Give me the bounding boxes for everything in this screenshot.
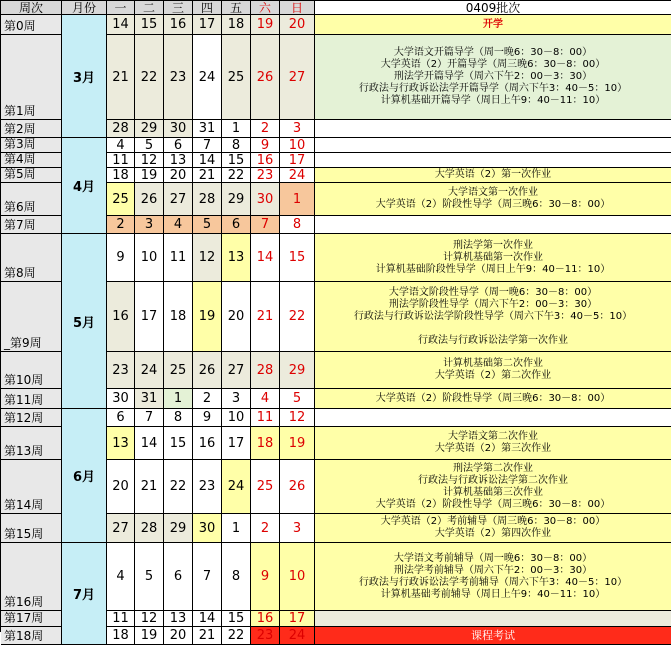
schedule-note (315, 427, 671, 460)
day-cell: 18 (107, 168, 135, 183)
day-cell: 9 (251, 138, 280, 153)
day-cell: 17 (135, 282, 164, 352)
day-cell: 24 (135, 352, 164, 389)
note-line: 大学英语（2）阶段性导学（周三晚6：30－8：00） (375, 498, 611, 510)
day-cell: 10 (222, 409, 251, 427)
note-line: 计算机基础第三次作业 (443, 486, 543, 498)
day-cell: 19 (193, 282, 222, 352)
day-cell: 1 (164, 389, 193, 409)
day-cell: 7 (193, 543, 222, 611)
day-cell: 17 (222, 427, 251, 460)
note-line: 课程考试 (471, 628, 515, 642)
day-cell: 15 (135, 15, 164, 35)
day-cell: 15 (222, 153, 251, 168)
week-label: _第9周 (1, 282, 62, 352)
note-line: 刑法学开篇导学（周六下午2：00－3：30） (393, 71, 593, 82)
month-cell: 6月 (62, 409, 107, 543)
day-cell: 20 (280, 15, 315, 35)
header-day-4: 四 (193, 1, 222, 15)
schedule-note (315, 168, 671, 183)
day-cell: 2 (193, 389, 222, 409)
day-cell: 18 (107, 627, 135, 645)
day-cell: 3 (280, 514, 315, 543)
day-cell: 8 (164, 409, 193, 427)
day-cell: 2 (107, 216, 135, 234)
note-line: 大学英语（2）阶段性导学（周三晚6：30－8：00） (375, 392, 611, 404)
day-cell: 31 (193, 120, 222, 138)
day-cell: 6 (164, 543, 193, 611)
day-cell: 5 (135, 543, 164, 611)
day-cell: 12 (193, 234, 222, 282)
schedule-note (315, 282, 671, 352)
day-cell: 14 (193, 611, 222, 627)
day-cell: 16 (107, 282, 135, 352)
week-label: 第3周 (1, 138, 62, 153)
day-cell: 30 (251, 183, 280, 216)
day-cell: 29 (135, 120, 164, 138)
note-line: 行政法与行政诉讼法学阶段性导学（周六下午3：40－5：10） (353, 310, 633, 322)
day-cell: 26 (193, 352, 222, 389)
day-cell: 11 (107, 611, 135, 627)
day-cell: 24 (280, 627, 315, 645)
week-label: 第17周 (1, 611, 62, 627)
note-line: 计算机基础开篇导学（周日上午9：40－11：10） (380, 95, 606, 106)
day-cell: 4 (107, 138, 135, 153)
day-cell: 26 (280, 460, 315, 514)
day-cell: 20 (222, 282, 251, 352)
schedule-note (315, 183, 671, 216)
header-day-2: 二 (135, 1, 164, 15)
day-cell: 29 (280, 352, 315, 389)
day-cell: 2 (251, 514, 280, 543)
day-cell: 28 (107, 120, 135, 138)
day-cell: 13 (164, 153, 193, 168)
day-cell: 15 (164, 427, 193, 460)
week-label: 第5周 (1, 168, 62, 183)
day-cell: 7 (135, 409, 164, 427)
day-cell: 1 (222, 514, 251, 543)
month-cell: 7月 (62, 543, 107, 645)
day-cell: 3 (222, 389, 251, 409)
day-cell: 13 (107, 427, 135, 460)
note-line: 计算机基础考前辅导（周日上午9：40－11：10） (380, 588, 606, 600)
week-label: 第10周 (1, 352, 62, 389)
header-month: 月份 (62, 1, 107, 15)
day-cell: 22 (280, 282, 315, 352)
day-cell: 16 (164, 15, 193, 35)
note-line: 大学英语（2）阶段性导学（周三晚6：30－8：00） (375, 199, 611, 210)
day-cell: 28 (251, 352, 280, 389)
note-line: 大学语文第一次作业 (448, 187, 538, 198)
day-cell: 6 (222, 216, 251, 234)
day-cell: 21 (193, 168, 222, 183)
day-cell: 4 (164, 216, 193, 234)
day-cell: 19 (135, 627, 164, 645)
week-label: 第13周 (1, 427, 62, 460)
day-cell: 26 (135, 183, 164, 216)
day-cell: 10 (280, 543, 315, 611)
day-cell: 16 (251, 611, 280, 627)
schedule-note (315, 120, 671, 138)
note-line: 计算机基础第一次作业 (443, 251, 543, 263)
note-line: 开学 (483, 18, 503, 30)
day-cell: 2 (251, 120, 280, 138)
day-cell: 24 (222, 460, 251, 514)
day-cell: 15 (280, 234, 315, 282)
day-cell: 17 (280, 153, 315, 168)
day-cell: 22 (222, 627, 251, 645)
day-cell: 11 (251, 409, 280, 427)
day-cell: 15 (222, 611, 251, 627)
day-cell: 23 (107, 352, 135, 389)
day-cell: 17 (280, 611, 315, 627)
day-cell: 21 (135, 460, 164, 514)
day-cell: 21 (193, 627, 222, 645)
day-cell: 5 (280, 389, 315, 409)
note-line: 行政法与行政诉讼法学开篇导学（周六下午3：40－5：10） (358, 83, 628, 94)
note-line: 大学语文第二次作业 (448, 431, 538, 442)
day-cell: 14 (251, 234, 280, 282)
week-label: 第0周 (1, 15, 62, 35)
note-line: 计算机基础第二次作业 (443, 358, 543, 369)
day-cell: 7 (251, 216, 280, 234)
day-cell: 22 (164, 460, 193, 514)
day-cell: 18 (251, 427, 280, 460)
day-cell: 12 (135, 153, 164, 168)
header-week: 周次 (1, 1, 62, 15)
day-cell: 24 (280, 168, 315, 183)
day-cell: 24 (193, 35, 222, 120)
day-cell: 18 (222, 15, 251, 35)
day-cell: 11 (164, 234, 193, 282)
day-cell: 5 (193, 216, 222, 234)
day-cell: 29 (222, 183, 251, 216)
note-line: 刑法学第一次作业 (453, 239, 533, 251)
day-cell: 16 (251, 153, 280, 168)
day-cell: 23 (251, 627, 280, 645)
day-cell: 25 (222, 35, 251, 120)
note-line: 刑法学阶段性导学（周六下午2：00－3：30） (388, 298, 598, 310)
day-cell: 3 (280, 120, 315, 138)
day-cell: 6 (107, 409, 135, 427)
schedule-note (315, 543, 671, 611)
week-label: 第2周 (1, 120, 62, 138)
schedule-note (315, 35, 671, 120)
day-cell: 23 (164, 35, 193, 120)
schedule-note (315, 627, 671, 645)
day-cell: 20 (164, 168, 193, 183)
note-line: 大学语文阶段性导学（周一晚6：30－8：00） (388, 286, 598, 298)
day-cell: 27 (280, 35, 315, 120)
month-cell: 4月 (62, 138, 107, 234)
schedule-note (315, 460, 671, 514)
day-cell: 10 (280, 138, 315, 153)
month-cell: 5月 (62, 234, 107, 409)
day-cell: 8 (280, 216, 315, 234)
note-line: 大学英语（2）第二次作业 (434, 370, 552, 381)
schedule-note (315, 234, 671, 282)
day-cell: 9 (193, 409, 222, 427)
note-line: 大学英语（2）考前辅导（周三晚6：30－8：00） (380, 516, 606, 527)
day-cell: 29 (164, 514, 193, 543)
note-line: 大学英语（2）开篇导学（周三晚6：30－8：00） (380, 59, 606, 70)
header-day-7: 日 (280, 1, 315, 15)
day-cell: 9 (251, 543, 280, 611)
note-line: 刑法学考前辅导（周六下午2：00－3：30） (393, 564, 593, 576)
day-cell: 8 (222, 138, 251, 153)
note-line: 大学英语（2）第四次作业 (434, 528, 552, 539)
header-day-6: 六 (251, 1, 280, 15)
week-label: 第1周 (1, 35, 62, 120)
day-cell: 30 (107, 389, 135, 409)
day-cell: 14 (107, 15, 135, 35)
day-cell: 5 (135, 138, 164, 153)
day-cell: 19 (280, 427, 315, 460)
day-cell: 11 (107, 153, 135, 168)
day-cell: 16 (193, 427, 222, 460)
day-cell: 27 (107, 514, 135, 543)
day-cell: 6 (164, 138, 193, 153)
schedule-note (315, 216, 671, 234)
day-cell: 13 (222, 234, 251, 282)
day-cell: 28 (193, 183, 222, 216)
day-cell: 14 (193, 153, 222, 168)
schedule-note (315, 352, 671, 389)
week-label: 第12周 (1, 409, 62, 427)
week-label: 第15周 (1, 514, 62, 543)
day-cell: 20 (107, 460, 135, 514)
schedule-note (315, 409, 671, 427)
day-cell: 17 (193, 15, 222, 35)
schedule-note (315, 389, 671, 409)
day-cell: 21 (251, 282, 280, 352)
note-line: 刑法学第二次作业 (453, 462, 533, 474)
day-cell: 4 (107, 543, 135, 611)
day-cell: 12 (135, 611, 164, 627)
day-cell: 23 (193, 460, 222, 514)
day-cell: 25 (251, 460, 280, 514)
day-cell: 1 (280, 183, 315, 216)
day-cell: 27 (222, 352, 251, 389)
day-cell: 13 (164, 611, 193, 627)
note-line: 行政法与行政诉讼法学第一次作业 (418, 334, 568, 346)
day-cell: 30 (193, 514, 222, 543)
note-line: 大学英语（2）第三次作业 (434, 443, 552, 454)
day-cell: 1 (222, 120, 251, 138)
week-label: 第7周 (1, 216, 62, 234)
note-line: 大学语文开篇导学（周一晚6：30－8：00） (393, 47, 593, 58)
day-cell: 10 (135, 234, 164, 282)
week-label: 第8周 (1, 234, 62, 282)
day-cell: 7 (193, 138, 222, 153)
day-cell: 14 (135, 427, 164, 460)
schedule-note (315, 514, 671, 543)
note-line: 大学英语（2）第一次作业 (434, 169, 552, 180)
schedule-note (315, 153, 671, 168)
day-cell: 21 (107, 35, 135, 120)
day-cell: 9 (107, 234, 135, 282)
schedule-note (315, 15, 671, 35)
day-cell: 23 (251, 168, 280, 183)
header-batch: 0409批次 (315, 1, 671, 15)
schedule-note (315, 611, 671, 627)
day-cell: 27 (164, 183, 193, 216)
week-label: 第4周 (1, 153, 62, 168)
day-cell: 31 (135, 389, 164, 409)
header-day-5: 五 (222, 1, 251, 15)
week-label: 第6周 (1, 183, 62, 216)
day-cell: 8 (222, 543, 251, 611)
week-label: 第18周 (1, 627, 62, 645)
note-line: 行政法与行政诉讼法学考前辅导（周六下午3：40－5：10） (358, 576, 628, 588)
note-line: 行政法与行政诉讼法学第二次作业 (418, 474, 568, 486)
day-cell: 12 (280, 409, 315, 427)
day-cell: 20 (164, 627, 193, 645)
month-cell: 3月 (62, 15, 107, 138)
day-cell: 30 (164, 120, 193, 138)
schedule-note (315, 138, 671, 153)
day-cell: 22 (222, 168, 251, 183)
week-label: 第11周 (1, 389, 62, 409)
day-cell: 19 (251, 15, 280, 35)
note-line (491, 323, 494, 335)
day-cell: 4 (251, 389, 280, 409)
day-cell: 25 (164, 352, 193, 389)
day-cell: 26 (251, 35, 280, 120)
header-day-1: 一 (107, 1, 135, 15)
week-label: 第14周 (1, 460, 62, 514)
note-line: 计算机基础阶段性导学（周日上午9：40－11：10） (375, 263, 611, 275)
day-cell: 18 (164, 282, 193, 352)
day-cell: 3 (135, 216, 164, 234)
note-line: 大学语文考前辅导（周一晚6：30－8：00） (393, 552, 593, 564)
week-label: 第16周 (1, 543, 62, 611)
day-cell: 19 (135, 168, 164, 183)
header-day-3: 三 (164, 1, 193, 15)
day-cell: 25 (107, 183, 135, 216)
day-cell: 22 (135, 35, 164, 120)
day-cell: 28 (135, 514, 164, 543)
